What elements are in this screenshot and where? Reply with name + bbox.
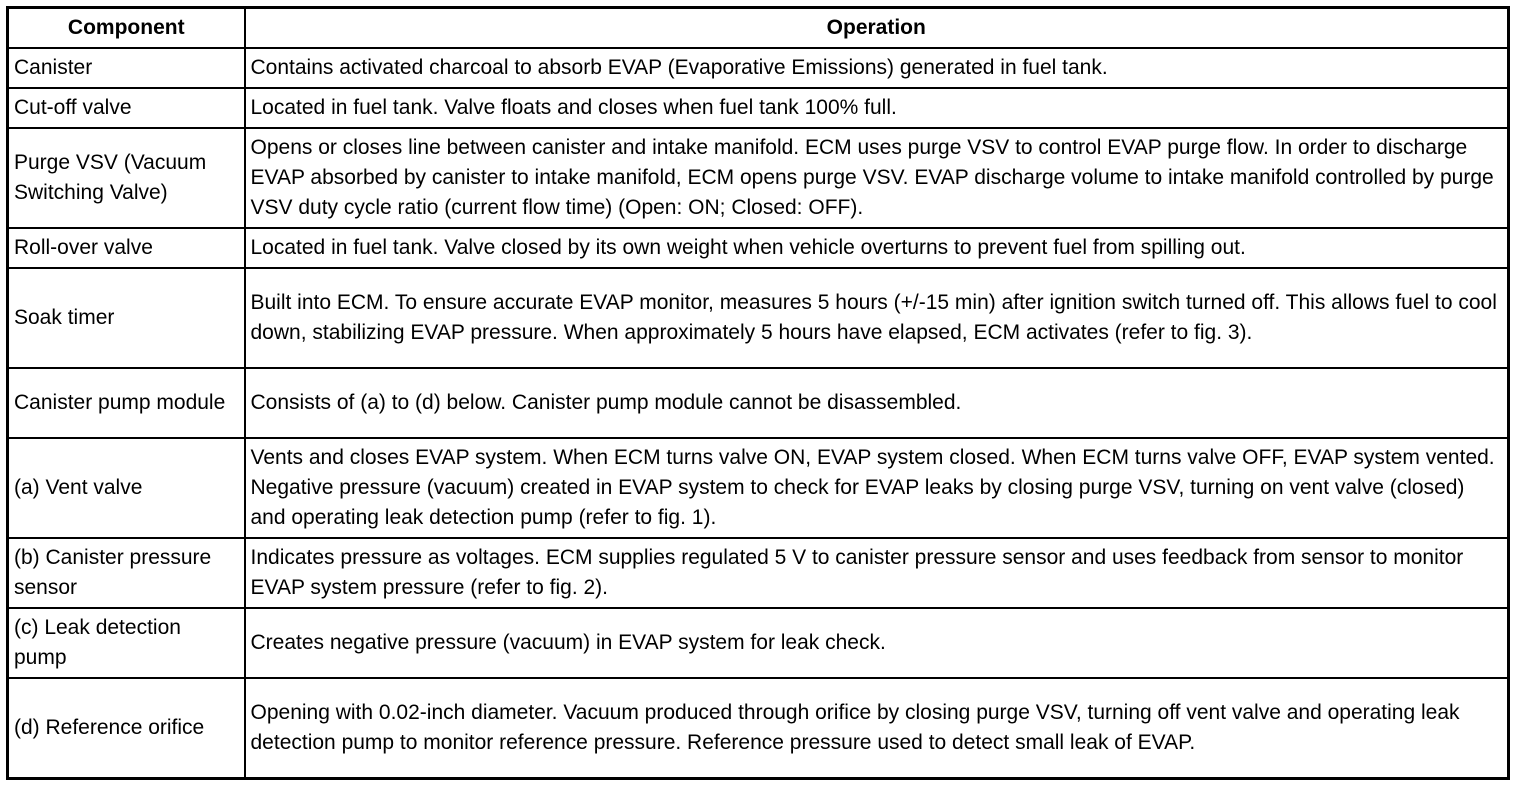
component-cell: (b) Canister pressure sensor bbox=[8, 538, 245, 608]
component-cell: (d) Reference orifice bbox=[8, 678, 245, 779]
operation-cell: Located in fuel tank. Valve closed by its own weight when vehicle overturns to prevent fuel from spilling out. bbox=[245, 228, 1509, 268]
table-row bbox=[8, 608, 1509, 678]
operation-cell: Opens or closes line between canister and intake manifold. ECM uses purge VSV to control EVAP purge flow. In order to discharge EVAP absorbed by canister to intake manifold, ECM opens purge VSV. EVAP discharge volume to intake manifold controlled by purge VSV duty cycle ratio (current flow time) (Open: ON; Closed: OFF). bbox=[245, 128, 1509, 228]
column-header-operation: Operation bbox=[245, 8, 1509, 49]
operation-cell: Creates negative pressure (vacuum) in EVAP system for leak check. bbox=[245, 608, 1509, 678]
operation-cell: Consists of (a) to (d) below. Canister pump module cannot be disassembled. bbox=[245, 368, 1509, 438]
component-cell: (a) Vent valve bbox=[8, 438, 245, 538]
operation-cell: Opening with 0.02-inch diameter. Vacuum produced through orifice by closing purge VSV, turning off vent valve and operating leak detection pump to monitor reference pressure. Reference pressure used to detect small leak of EVAP. bbox=[245, 678, 1509, 779]
component-cell: Roll-over valve bbox=[8, 228, 245, 268]
operation-cell: Contains activated charcoal to absorb EVAP (Evaporative Emissions) generated in fuel tank. bbox=[245, 48, 1509, 88]
table-row bbox=[8, 128, 1509, 228]
evap-components-table-wrapper bbox=[6, 6, 1510, 780]
operation-cell: Vents and closes EVAP system. When ECM turns valve ON, EVAP system closed. When ECM turns valve OFF, EVAP system vented. Negative pressure (vacuum) created in EVAP system to check for EVAP leaks by closing purge VSV, turning on vent valve (closed) and operating leak detection pump (refer to fig. 1). bbox=[245, 438, 1509, 538]
operation-cell: Built into ECM. To ensure accurate EVAP monitor, measures 5 hours (+/-15 min) after ignition switch turned off. This allows fuel to cool down, stabilizing EVAP pressure. When approximately 5 hours have elapsed, ECM activates (refer to fig. 3). bbox=[245, 268, 1509, 368]
component-cell: (c) Leak detection pump bbox=[8, 608, 245, 678]
component-cell: Canister bbox=[8, 48, 245, 88]
evap-components-table bbox=[6, 6, 1510, 780]
component-cell: Canister pump module bbox=[8, 368, 245, 438]
table-row bbox=[8, 678, 1509, 779]
table-header-row bbox=[8, 8, 1509, 49]
table-row bbox=[8, 228, 1509, 268]
table-row bbox=[8, 48, 1509, 88]
table-row bbox=[8, 368, 1509, 438]
operation-cell: Located in fuel tank. Valve floats and closes when fuel tank 100% full. bbox=[245, 88, 1509, 128]
component-cell: Cut-off valve bbox=[8, 88, 245, 128]
table-row bbox=[8, 88, 1509, 128]
component-cell: Soak timer bbox=[8, 268, 245, 368]
operation-cell: Indicates pressure as voltages. ECM supplies regulated 5 V to canister pressure sensor and uses feedback from sensor to monitor EVAP system pressure (refer to fig. 2). bbox=[245, 538, 1509, 608]
column-header-component: Component bbox=[8, 8, 245, 49]
table-row bbox=[8, 268, 1509, 368]
component-cell: Purge VSV (Vacuum Switching Valve) bbox=[8, 128, 245, 228]
table-row bbox=[8, 438, 1509, 538]
table-row bbox=[8, 538, 1509, 608]
